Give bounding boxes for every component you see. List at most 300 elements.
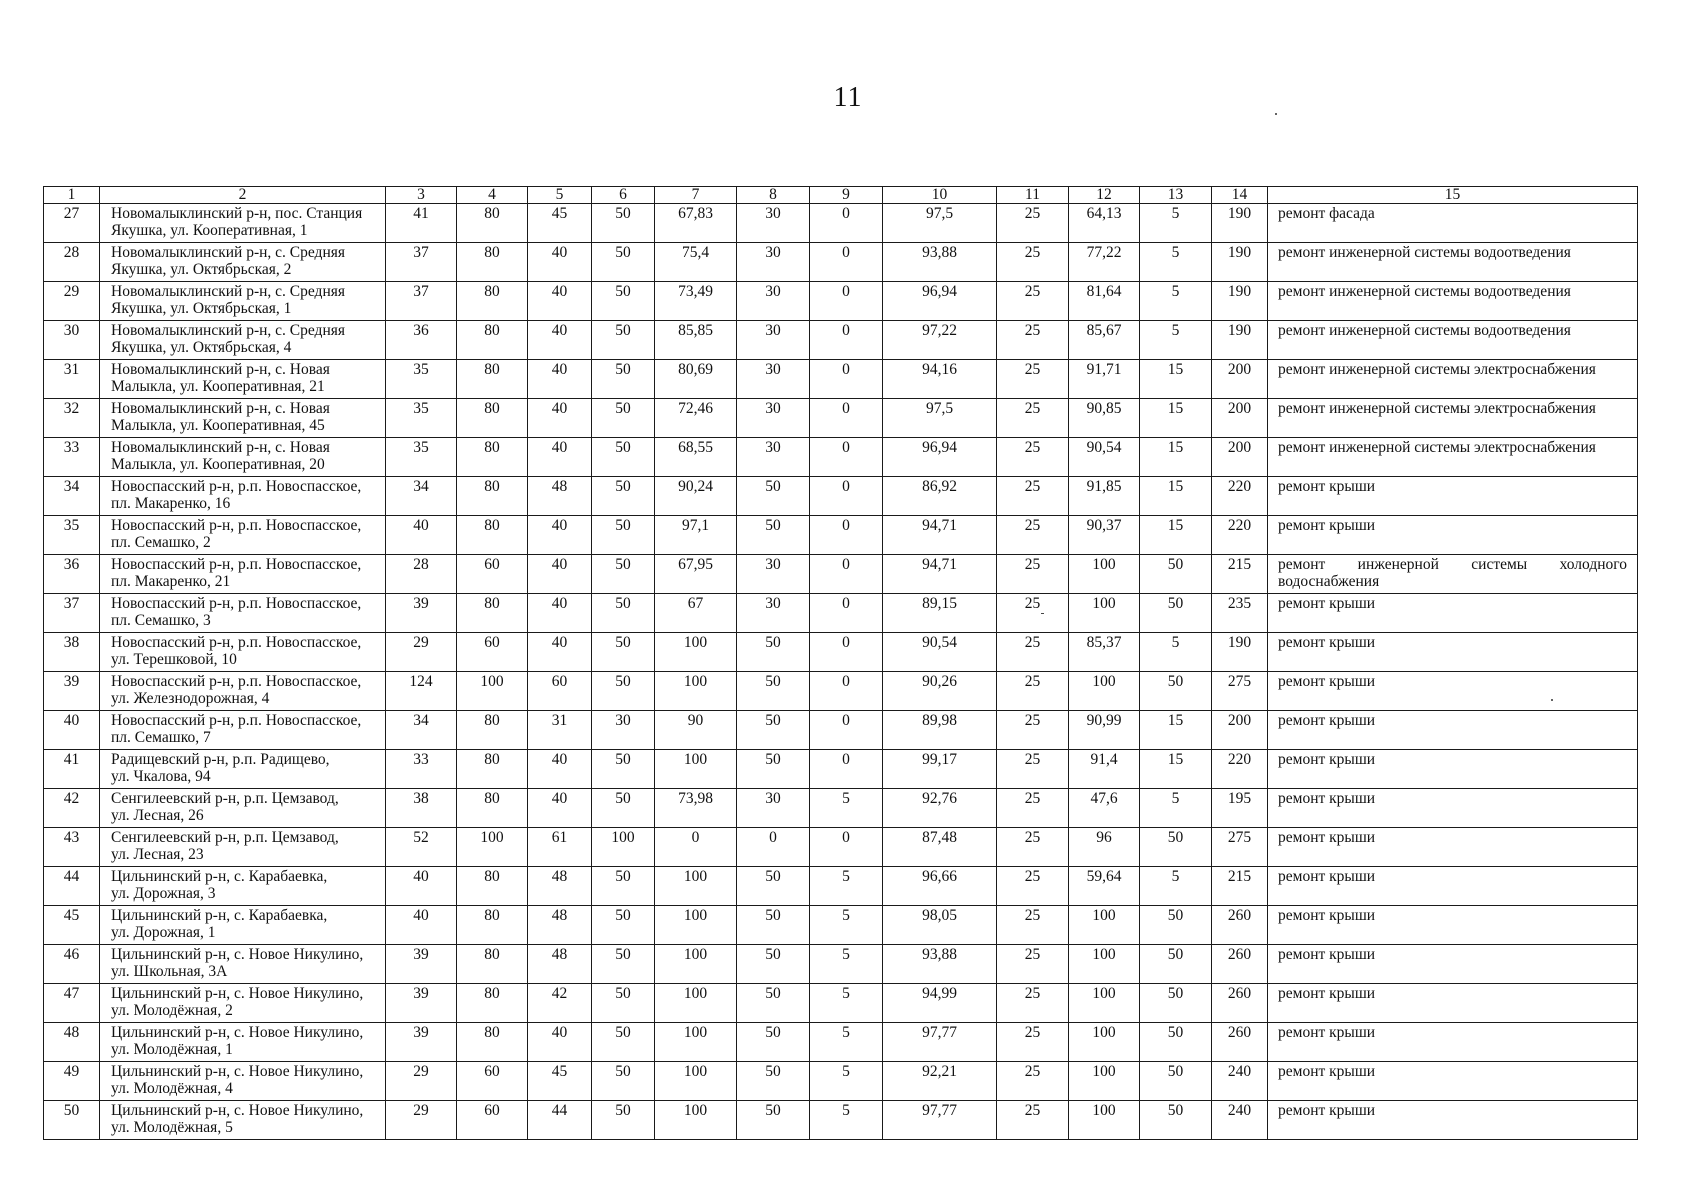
value-cell-c14: 215: [1212, 555, 1268, 594]
repair-type-cell: ремонт крыши: [1268, 672, 1638, 711]
value-cell-c4: 60: [457, 633, 528, 672]
value-cell-c6: 50: [592, 438, 655, 477]
value-cell-c7: 85,85: [655, 321, 737, 360]
value-cell-c11: 25: [997, 867, 1069, 906]
address-line: Якушка, ул. Кооперативная, 1: [111, 222, 308, 239]
value-cell-c4: 100: [457, 672, 528, 711]
address-cell: [100, 477, 386, 516]
address-line: Новоспасский р-н, р.п. Новоспасское,: [111, 634, 362, 651]
table-row: [44, 633, 1638, 672]
value-cell-c6: 50: [592, 945, 655, 984]
value-cell-c4: 80: [457, 945, 528, 984]
address-cell: [100, 750, 386, 789]
value-cell-c12: 100: [1069, 945, 1140, 984]
value-cell-c9: 0: [810, 477, 883, 516]
value-cell-c11: 25: [997, 399, 1069, 438]
address-line: ул. Молодёжная, 5: [111, 1119, 233, 1136]
value-cell-c10: 94,71: [883, 516, 997, 555]
value-cell-c12: 90,37: [1069, 516, 1140, 555]
value-cell-c11: 25: [997, 204, 1069, 243]
address-line: Цильнинский р-н, с. Карабаевка,: [111, 907, 328, 924]
value-cell-c13: 50: [1140, 1023, 1212, 1062]
address-cell: [100, 984, 386, 1023]
row-number-cell: 41: [44, 750, 100, 789]
address-line: Новомалыклинский р-н, с. Новая: [111, 439, 330, 456]
value-cell-c7: 100: [655, 867, 737, 906]
value-cell-c6: 50: [592, 243, 655, 282]
value-cell-c6: 50: [592, 204, 655, 243]
value-cell-c3: 39: [386, 594, 457, 633]
value-cell-c4: 80: [457, 867, 528, 906]
value-cell-c8: 30: [737, 282, 810, 321]
value-cell-c3: 29: [386, 1101, 457, 1140]
value-cell-c4: 80: [457, 399, 528, 438]
value-cell-c12: 100: [1069, 1023, 1140, 1062]
repair-type-cell: ремонт инженерной системы водоотведения: [1268, 282, 1638, 321]
address-line: Новомалыклинский р-н, с. Средняя: [111, 244, 345, 261]
value-cell-c5: 31: [528, 711, 592, 750]
value-cell-c3: 28: [386, 555, 457, 594]
row-number-cell: 50: [44, 1101, 100, 1140]
value-cell-c13: 50: [1140, 1101, 1212, 1140]
repair-type-cell: ремонт инженерной системы холодного водоснабжения: [1268, 555, 1638, 594]
value-cell-c13: 15: [1140, 477, 1212, 516]
value-cell-c7: 90,24: [655, 477, 737, 516]
value-cell-c6: 50: [592, 555, 655, 594]
table-row: [44, 555, 1638, 594]
value-cell-c4: 80: [457, 984, 528, 1023]
address-cell: [100, 555, 386, 594]
value-cell-c13: 50: [1140, 984, 1212, 1023]
address-line: Малыкла, ул. Кооперативная, 45: [111, 417, 325, 434]
value-cell-c12: 100: [1069, 594, 1140, 633]
value-cell-c13: 5: [1140, 789, 1212, 828]
value-cell-c13: 50: [1140, 906, 1212, 945]
value-cell-c11: 25: [997, 282, 1069, 321]
value-cell-c7: 73,98: [655, 789, 737, 828]
table-row: [44, 360, 1638, 399]
row-number-cell: 42: [44, 789, 100, 828]
value-cell-c11: 25: [997, 477, 1069, 516]
value-cell-c12: 59,64: [1069, 867, 1140, 906]
value-cell-c12: 91,85: [1069, 477, 1140, 516]
address-line: Якушка, ул. Октябрьская, 2: [111, 261, 292, 278]
table-row: [44, 243, 1638, 282]
value-cell-c7: 72,46: [655, 399, 737, 438]
repair-type-cell: ремонт крыши: [1268, 633, 1638, 672]
column-number-header: 11: [997, 187, 1069, 204]
value-cell-c9: 0: [810, 750, 883, 789]
address-line: Цильнинский р-н, с. Новое Никулино,: [111, 1063, 364, 1080]
address-line: Цильнинский р-н, с. Новое Никулино,: [111, 1102, 364, 1119]
address-line: Новомалыклинский р-н, с. Новая: [111, 361, 330, 378]
column-number-header: 14: [1212, 187, 1268, 204]
value-cell-c12: 90,99: [1069, 711, 1140, 750]
value-cell-c12: 91,4: [1069, 750, 1140, 789]
row-number-cell: 49: [44, 1062, 100, 1101]
value-cell-c9: 5: [810, 945, 883, 984]
value-cell-c9: 0: [810, 672, 883, 711]
value-cell-c14: 275: [1212, 828, 1268, 867]
address-line: Сенгилеевский р-н, р.п. Цемзавод,: [111, 829, 339, 846]
column-number-header: 12: [1069, 187, 1140, 204]
value-cell-c6: 50: [592, 1062, 655, 1101]
value-cell-c7: 75,4: [655, 243, 737, 282]
value-cell-c12: 47,6: [1069, 789, 1140, 828]
value-cell-c9: 0: [810, 516, 883, 555]
value-cell-c14: 200: [1212, 399, 1268, 438]
address-cell: [100, 321, 386, 360]
address-cell: [100, 945, 386, 984]
value-cell-c5: 40: [528, 399, 592, 438]
value-cell-c13: 15: [1140, 711, 1212, 750]
value-cell-c9: 0: [810, 828, 883, 867]
value-cell-c14: 220: [1212, 750, 1268, 789]
value-cell-c13: 15: [1140, 360, 1212, 399]
value-cell-c14: 190: [1212, 633, 1268, 672]
row-number-cell: 47: [44, 984, 100, 1023]
value-cell-c12: 100: [1069, 1101, 1140, 1140]
value-cell-c10: 90,54: [883, 633, 997, 672]
value-cell-c5: 60: [528, 672, 592, 711]
address-line: Малыкла, ул. Кооперативная, 21: [111, 378, 325, 395]
repair-type-cell: ремонт крыши: [1268, 789, 1638, 828]
value-cell-c9: 5: [810, 906, 883, 945]
value-cell-c4: 60: [457, 555, 528, 594]
row-number-cell: 45: [44, 906, 100, 945]
table-row: [44, 399, 1638, 438]
value-cell-c3: 29: [386, 633, 457, 672]
value-cell-c7: 68,55: [655, 438, 737, 477]
value-cell-c14: 190: [1212, 243, 1268, 282]
value-cell-c13: 5: [1140, 633, 1212, 672]
address-line: Новоспасский р-н, р.п. Новоспасское,: [111, 517, 362, 534]
value-cell-c9: 0: [810, 711, 883, 750]
value-cell-c13: 50: [1140, 1062, 1212, 1101]
value-cell-c6: 50: [592, 672, 655, 711]
value-cell-c4: 60: [457, 1101, 528, 1140]
value-cell-c11: 25: [997, 906, 1069, 945]
value-cell-c7: 100: [655, 906, 737, 945]
value-cell-c7: 100: [655, 945, 737, 984]
value-cell-c10: 97,22: [883, 321, 997, 360]
value-cell-c6: 50: [592, 594, 655, 633]
value-cell-c12: 77,22: [1069, 243, 1140, 282]
value-cell-c4: 80: [457, 594, 528, 633]
table-row: [44, 789, 1638, 828]
value-cell-c12: 85,67: [1069, 321, 1140, 360]
column-number-header: 8: [737, 187, 810, 204]
address-cell: [100, 1062, 386, 1101]
value-cell-c3: 37: [386, 243, 457, 282]
value-cell-c4: 80: [457, 204, 528, 243]
value-cell-c8: 50: [737, 1062, 810, 1101]
address-cell: [100, 672, 386, 711]
repair-type-cell: ремонт крыши: [1268, 945, 1638, 984]
value-cell-c5: 48: [528, 945, 592, 984]
value-cell-c11: 25: [997, 594, 1069, 633]
value-cell-c5: 48: [528, 477, 592, 516]
address-cell: [100, 789, 386, 828]
value-cell-c8: 50: [737, 477, 810, 516]
address-line: Якушка, ул. Октябрьская, 1: [111, 300, 292, 317]
value-cell-c11: 25: [997, 516, 1069, 555]
value-cell-c6: 50: [592, 633, 655, 672]
value-cell-c14: 200: [1212, 438, 1268, 477]
table-row: [44, 516, 1638, 555]
value-cell-c9: 0: [810, 282, 883, 321]
table-row: [44, 906, 1638, 945]
column-number-header: 3: [386, 187, 457, 204]
value-cell-c10: 90,26: [883, 672, 997, 711]
address-line: Малыкла, ул. Кооперативная, 20: [111, 456, 325, 473]
value-cell-c10: 93,88: [883, 243, 997, 282]
value-cell-c8: 30: [737, 204, 810, 243]
table-row: [44, 750, 1638, 789]
value-cell-c13: 5: [1140, 204, 1212, 243]
value-cell-c5: 40: [528, 321, 592, 360]
value-cell-c10: 92,76: [883, 789, 997, 828]
value-cell-c3: 124: [386, 672, 457, 711]
value-cell-c11: 25: [997, 360, 1069, 399]
value-cell-c6: 50: [592, 750, 655, 789]
repair-type-cell: ремонт инженерной системы электроснабжения: [1268, 360, 1638, 399]
address-line: ул. Чкалова, 94: [111, 768, 211, 785]
address-line: ул. Молодёжная, 2: [111, 1002, 233, 1019]
value-cell-c13: 5: [1140, 282, 1212, 321]
value-cell-c14: 215: [1212, 867, 1268, 906]
value-cell-c10: 97,77: [883, 1023, 997, 1062]
repair-priority-table: [43, 186, 1638, 1140]
value-cell-c6: 50: [592, 906, 655, 945]
value-cell-c8: 50: [737, 1023, 810, 1062]
value-cell-c10: 87,48: [883, 828, 997, 867]
address-cell: [100, 360, 386, 399]
value-cell-c10: 99,17: [883, 750, 997, 789]
repair-type-cell: ремонт крыши: [1268, 828, 1638, 867]
row-number-cell: 31: [44, 360, 100, 399]
value-cell-c5: 40: [528, 633, 592, 672]
value-cell-c10: 92,21: [883, 1062, 997, 1101]
value-cell-c9: 5: [810, 789, 883, 828]
table-row: [44, 711, 1638, 750]
row-number-cell: 33: [44, 438, 100, 477]
address-cell: [100, 516, 386, 555]
table-row: [44, 594, 1638, 633]
row-number-cell: 44: [44, 867, 100, 906]
value-cell-c5: 45: [528, 1062, 592, 1101]
value-cell-c11: 25: [997, 555, 1069, 594]
value-cell-c14: 275: [1212, 672, 1268, 711]
address-line: Радищевский р-н, р.п. Радищево,: [111, 751, 330, 768]
address-cell: [100, 399, 386, 438]
value-cell-c11: 25: [997, 1023, 1069, 1062]
table-row: [44, 1062, 1638, 1101]
value-cell-c6: 50: [592, 477, 655, 516]
address-line: Новоспасский р-н, р.п. Новоспасское,: [111, 556, 362, 573]
value-cell-c5: 40: [528, 516, 592, 555]
value-cell-c5: 48: [528, 867, 592, 906]
value-cell-c4: 80: [457, 321, 528, 360]
scan-speck: [1275, 113, 1277, 115]
repair-type-cell: ремонт крыши: [1268, 711, 1638, 750]
value-cell-c7: 67: [655, 594, 737, 633]
value-cell-c9: 0: [810, 360, 883, 399]
value-cell-c11: 25: [997, 750, 1069, 789]
value-cell-c5: 42: [528, 984, 592, 1023]
column-number-header: 1: [44, 187, 100, 204]
value-cell-c14: 260: [1212, 945, 1268, 984]
value-cell-c4: 60: [457, 1062, 528, 1101]
address-line: Якушка, ул. Октябрьская, 4: [111, 339, 292, 356]
value-cell-c3: 41: [386, 204, 457, 243]
value-cell-c9: 0: [810, 438, 883, 477]
value-cell-c9: 5: [810, 867, 883, 906]
address-line: пл. Макаренко, 16: [111, 495, 231, 512]
value-cell-c6: 50: [592, 282, 655, 321]
repair-type-cell: ремонт инженерной системы водоотведения: [1268, 321, 1638, 360]
address-cell: [100, 438, 386, 477]
value-cell-c6: 50: [592, 516, 655, 555]
value-cell-c12: 100: [1069, 555, 1140, 594]
address-cell: [100, 867, 386, 906]
value-cell-c6: 50: [592, 321, 655, 360]
value-cell-c7: 100: [655, 633, 737, 672]
row-number-cell: 38: [44, 633, 100, 672]
value-cell-c3: 40: [386, 867, 457, 906]
column-number-header: 4: [457, 187, 528, 204]
table-row: [44, 282, 1638, 321]
value-cell-c7: 100: [655, 1023, 737, 1062]
value-cell-c11: 25: [997, 321, 1069, 360]
value-cell-c13: 15: [1140, 750, 1212, 789]
table-row: [44, 477, 1638, 516]
value-cell-c3: 39: [386, 1023, 457, 1062]
value-cell-c14: 240: [1212, 1101, 1268, 1140]
value-cell-c14: 260: [1212, 1023, 1268, 1062]
value-cell-c14: 190: [1212, 204, 1268, 243]
repair-type-cell: ремонт крыши: [1268, 984, 1638, 1023]
value-cell-c3: 40: [386, 906, 457, 945]
value-cell-c10: 97,5: [883, 399, 997, 438]
value-cell-c6: 50: [592, 1101, 655, 1140]
address-line: пл. Макаренко, 21: [111, 573, 231, 590]
address-cell: [100, 828, 386, 867]
value-cell-c6: 50: [592, 399, 655, 438]
value-cell-c13: 50: [1140, 672, 1212, 711]
value-cell-c6: 50: [592, 789, 655, 828]
value-cell-c7: 100: [655, 1101, 737, 1140]
value-cell-c9: 0: [810, 594, 883, 633]
value-cell-c8: 30: [737, 789, 810, 828]
value-cell-c11: 25: [997, 789, 1069, 828]
value-cell-c4: 80: [457, 243, 528, 282]
address-line: ул. Лесная, 26: [111, 807, 204, 824]
value-cell-c8: 30: [737, 321, 810, 360]
address-line: ул. Терешковой, 10: [111, 651, 237, 668]
table-row: [44, 204, 1638, 243]
value-cell-c4: 100: [457, 828, 528, 867]
row-number-cell: 46: [44, 945, 100, 984]
value-cell-c6: 30: [592, 711, 655, 750]
row-number-cell: 35: [44, 516, 100, 555]
value-cell-c13: 15: [1140, 516, 1212, 555]
value-cell-c10: 94,71: [883, 555, 997, 594]
address-line: Новомалыклинский р-н, пос. Станция: [111, 205, 363, 222]
value-cell-c14: 260: [1212, 984, 1268, 1023]
value-cell-c4: 80: [457, 906, 528, 945]
column-number-header: 9: [810, 187, 883, 204]
value-cell-c7: 100: [655, 672, 737, 711]
value-cell-c14: 235: [1212, 594, 1268, 633]
address-line: Цильнинский р-н, с. Новое Никулино,: [111, 985, 364, 1002]
column-number-header: 13: [1140, 187, 1212, 204]
value-cell-c13: 50: [1140, 828, 1212, 867]
column-number-header: 6: [592, 187, 655, 204]
value-cell-c7: 67,95: [655, 555, 737, 594]
address-cell: [100, 243, 386, 282]
value-cell-c5: 44: [528, 1101, 592, 1140]
value-cell-c5: 40: [528, 360, 592, 399]
value-cell-c8: 30: [737, 594, 810, 633]
value-cell-c14: 260: [1212, 906, 1268, 945]
value-cell-c5: 40: [528, 594, 592, 633]
value-cell-c8: 30: [737, 243, 810, 282]
value-cell-c8: 50: [737, 906, 810, 945]
value-cell-c8: 0: [737, 828, 810, 867]
row-number-cell: 34: [44, 477, 100, 516]
value-cell-c13: 5: [1140, 243, 1212, 282]
repair-type-cell: ремонт крыши: [1268, 1062, 1638, 1101]
value-cell-c13: 50: [1140, 555, 1212, 594]
value-cell-c5: 40: [528, 282, 592, 321]
row-number-cell: 37: [44, 594, 100, 633]
row-number-cell: 32: [44, 399, 100, 438]
repair-type-cell: ремонт крыши: [1268, 750, 1638, 789]
table-row: [44, 1023, 1638, 1062]
value-cell-c10: 94,99: [883, 984, 997, 1023]
address-line: ул. Железнодорожная, 4: [111, 690, 270, 707]
address-line: Новоспасский р-н, р.п. Новоспасское,: [111, 673, 362, 690]
address-cell: [100, 282, 386, 321]
repair-type-cell: ремонт крыши: [1268, 1101, 1638, 1140]
value-cell-c12: 100: [1069, 1062, 1140, 1101]
value-cell-c13: 15: [1140, 399, 1212, 438]
repair-type-cell: ремонт крыши: [1268, 1023, 1638, 1062]
value-cell-c8: 50: [737, 633, 810, 672]
address-line: ул. Дорожная, 3: [111, 885, 216, 902]
address-line: Новоспасский р-н, р.п. Новоспасское,: [111, 712, 362, 729]
column-number-header: 7: [655, 187, 737, 204]
value-cell-c10: 96,94: [883, 282, 997, 321]
value-cell-c9: 5: [810, 1023, 883, 1062]
value-cell-c3: 38: [386, 789, 457, 828]
repair-type-cell: ремонт инженерной системы электроснабжения: [1268, 438, 1638, 477]
value-cell-c9: 5: [810, 1062, 883, 1101]
value-cell-c9: 0: [810, 321, 883, 360]
value-cell-c14: 200: [1212, 360, 1268, 399]
value-cell-c3: 33: [386, 750, 457, 789]
value-cell-c12: 64,13: [1069, 204, 1140, 243]
value-cell-c3: 36: [386, 321, 457, 360]
value-cell-c11: 25: [997, 1101, 1069, 1140]
value-cell-c12: 100: [1069, 672, 1140, 711]
value-cell-c3: 35: [386, 360, 457, 399]
value-cell-c8: 30: [737, 438, 810, 477]
row-number-cell: 48: [44, 1023, 100, 1062]
value-cell-c13: 5: [1140, 867, 1212, 906]
value-cell-c3: 34: [386, 477, 457, 516]
